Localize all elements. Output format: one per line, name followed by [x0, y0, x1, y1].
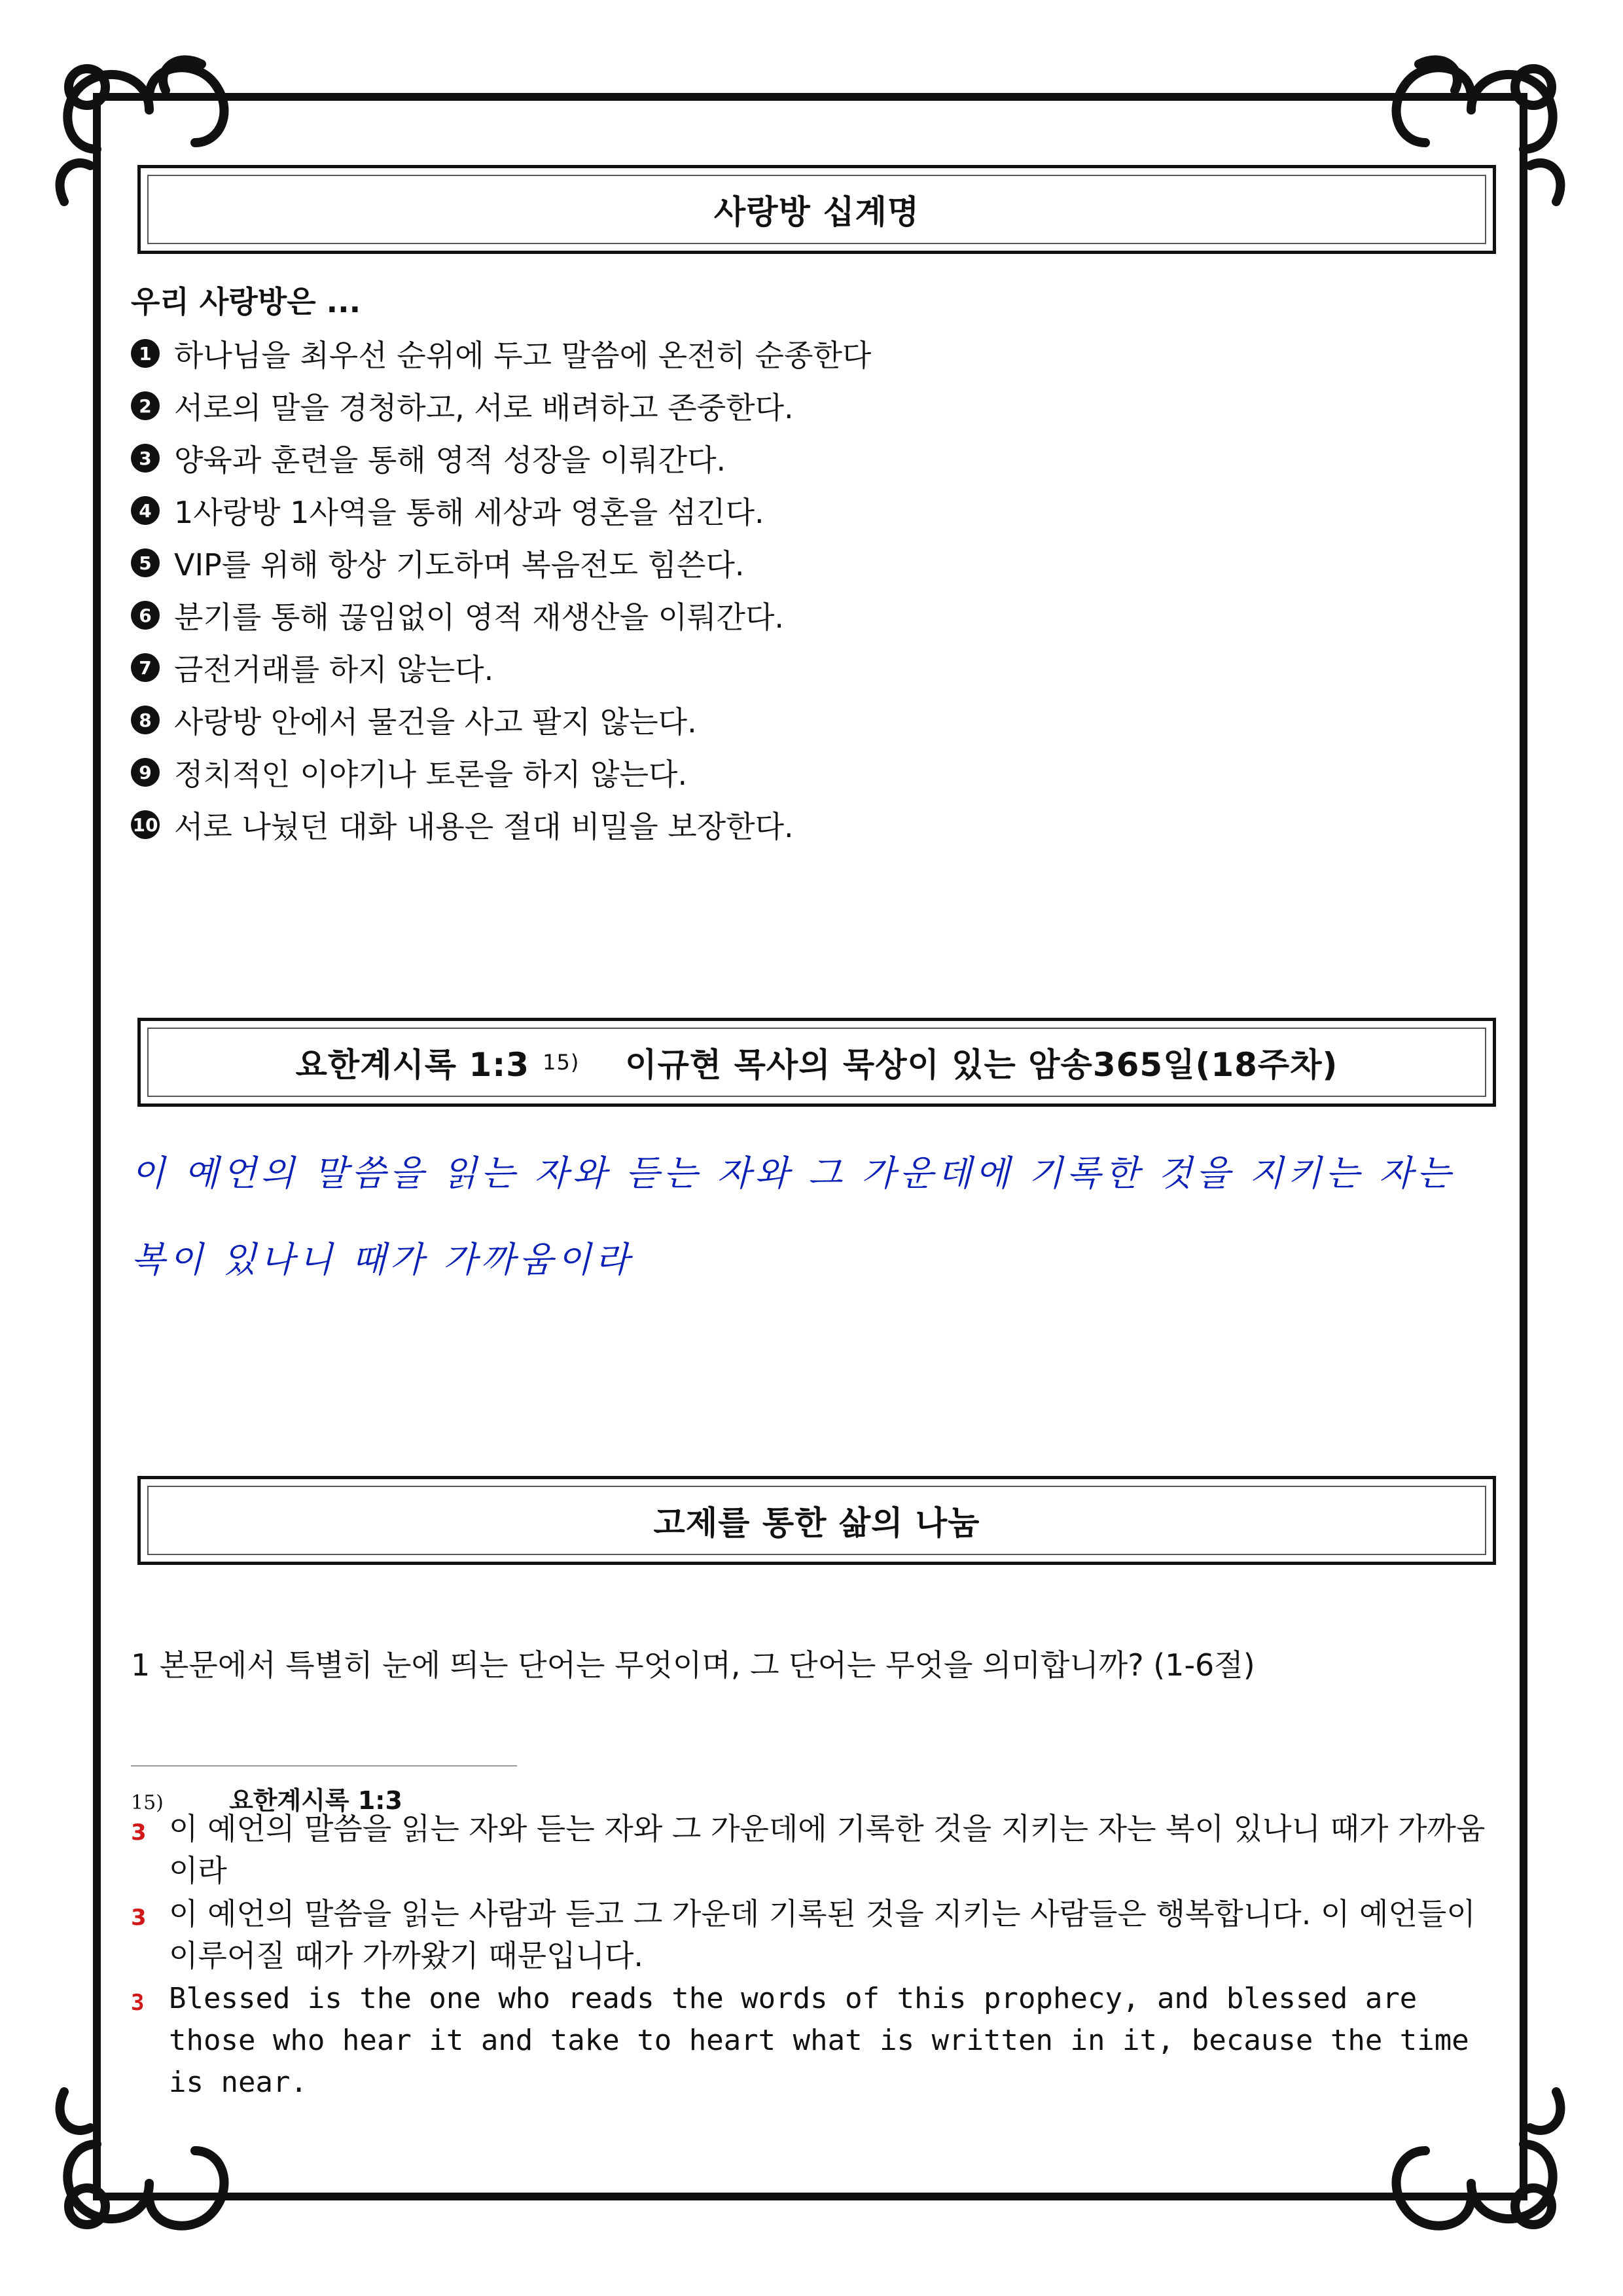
section-heading-ten-commandments — [137, 165, 1496, 254]
number-badge: 8 — [131, 706, 160, 734]
number-badge: 7 — [131, 653, 160, 682]
rule-text: 서로의 말을 경청하고, 서로 배려하고 존중한다. — [174, 390, 794, 425]
number-badge: 1 — [131, 339, 160, 368]
list-item — [131, 798, 871, 851]
verse-text: Blessed is the one who reads the words of this prophecy, and blessed are those who hear it and take to heart what is written in it, because the time is near. — [169, 1982, 1469, 2099]
list-item — [131, 327, 871, 380]
list-item — [131, 694, 871, 746]
section-heading-sharing — [137, 1476, 1496, 1565]
list-item — [131, 537, 871, 589]
section-heading-memory-verse — [137, 1018, 1496, 1107]
list-item — [131, 432, 871, 484]
rule-text: 금전거래를 하지 않는다. — [174, 652, 494, 687]
footnote-entry — [131, 1893, 1486, 1977]
number-badge: 9 — [131, 758, 160, 787]
rule-text: 1사랑방 1사역을 통해 세상과 영혼을 섬긴다. — [174, 495, 764, 530]
footnote-entry — [131, 1978, 1486, 2104]
list-item — [131, 641, 871, 694]
list-item — [131, 380, 871, 432]
rule-text: 서로 나눴던 대화 내용은 절대 비밀을 보장한다. — [174, 809, 794, 844]
number-badge: 6 — [131, 601, 160, 630]
footnote-divider — [131, 1765, 517, 1767]
section-title: 고제를 통한 삶의 나눔 — [653, 1504, 980, 1542]
rule-text: 분기를 통해 끊임없이 영적 재생산을 이뤄간다. — [174, 600, 785, 635]
number-badge: 4 — [131, 496, 160, 525]
list-item — [131, 746, 871, 798]
footnote-reference: 요한계시록 1:3 — [229, 1786, 402, 1815]
footnote-entry — [131, 1808, 1486, 1892]
section-subtitle: 이규현 목사의 묵상이 있는 암송365일(18주차) — [625, 1046, 1338, 1084]
footnote-mark: 15) — [543, 1050, 580, 1075]
rule-text: 정치적인 이야기나 토론을 하지 않는다. — [174, 757, 688, 792]
discussion-question-1: 1 본문에서 특별히 눈에 띄는 단어는 무엇이며, 그 단어는 무엇을 의미합니까? (1-6절) — [131, 1647, 1255, 1683]
list-item — [131, 589, 871, 641]
list-item — [131, 484, 871, 537]
rule-text: 사랑방 안에서 물건을 사고 팔지 않는다. — [174, 704, 697, 740]
rule-text: VIP를 위해 항상 기도하며 복음전도 힘쓴다. — [174, 547, 745, 583]
number-badge: 5 — [131, 548, 160, 577]
verse-reference: 요한계시록 1:3 — [295, 1046, 530, 1084]
verse-number: 3 — [131, 1905, 147, 1931]
footnote-mark: 15) — [131, 1791, 164, 1814]
number-badge: 3 — [131, 444, 160, 473]
verse-text: 이 예언의 말씀을 읽는 자와 듣는 자와 그 가운데에 기록한 것을 지키는 자는 복이 있나니 때가 가까움이라 — [169, 1811, 1486, 1888]
handwritten-verse-line-2: 복이 있나니 때가 가까움이라 — [131, 1239, 633, 1280]
rule-text: 양육과 훈련을 통해 영적 성장을 이뤄간다. — [174, 442, 726, 478]
verse-number: 3 — [131, 1990, 145, 2016]
rules-list — [131, 327, 871, 851]
section-title: 사랑방 십계명 — [713, 193, 920, 231]
number-badge: 10 — [131, 810, 160, 839]
verse-text: 이 예언의 말씀을 읽는 사람과 듣고 그 가운데 기록된 것을 지키는 사람들은 행복합니다. 이 예언들이 이루어질 때가 가까왔기 때문입니다. — [169, 1896, 1476, 1973]
intro-text: 우리 사랑방은 ... — [131, 284, 361, 319]
verse-number: 3 — [131, 1820, 147, 1846]
handwritten-verse-line-1: 이 예언의 말씀을 읽는 자와 듣는 자와 그 가운데에 기록한 것을 지키는 자는 — [131, 1153, 1455, 1194]
rule-text: 하나님을 최우선 순위에 두고 말씀에 온전히 순종한다 — [174, 338, 872, 373]
number-badge: 2 — [131, 391, 160, 420]
